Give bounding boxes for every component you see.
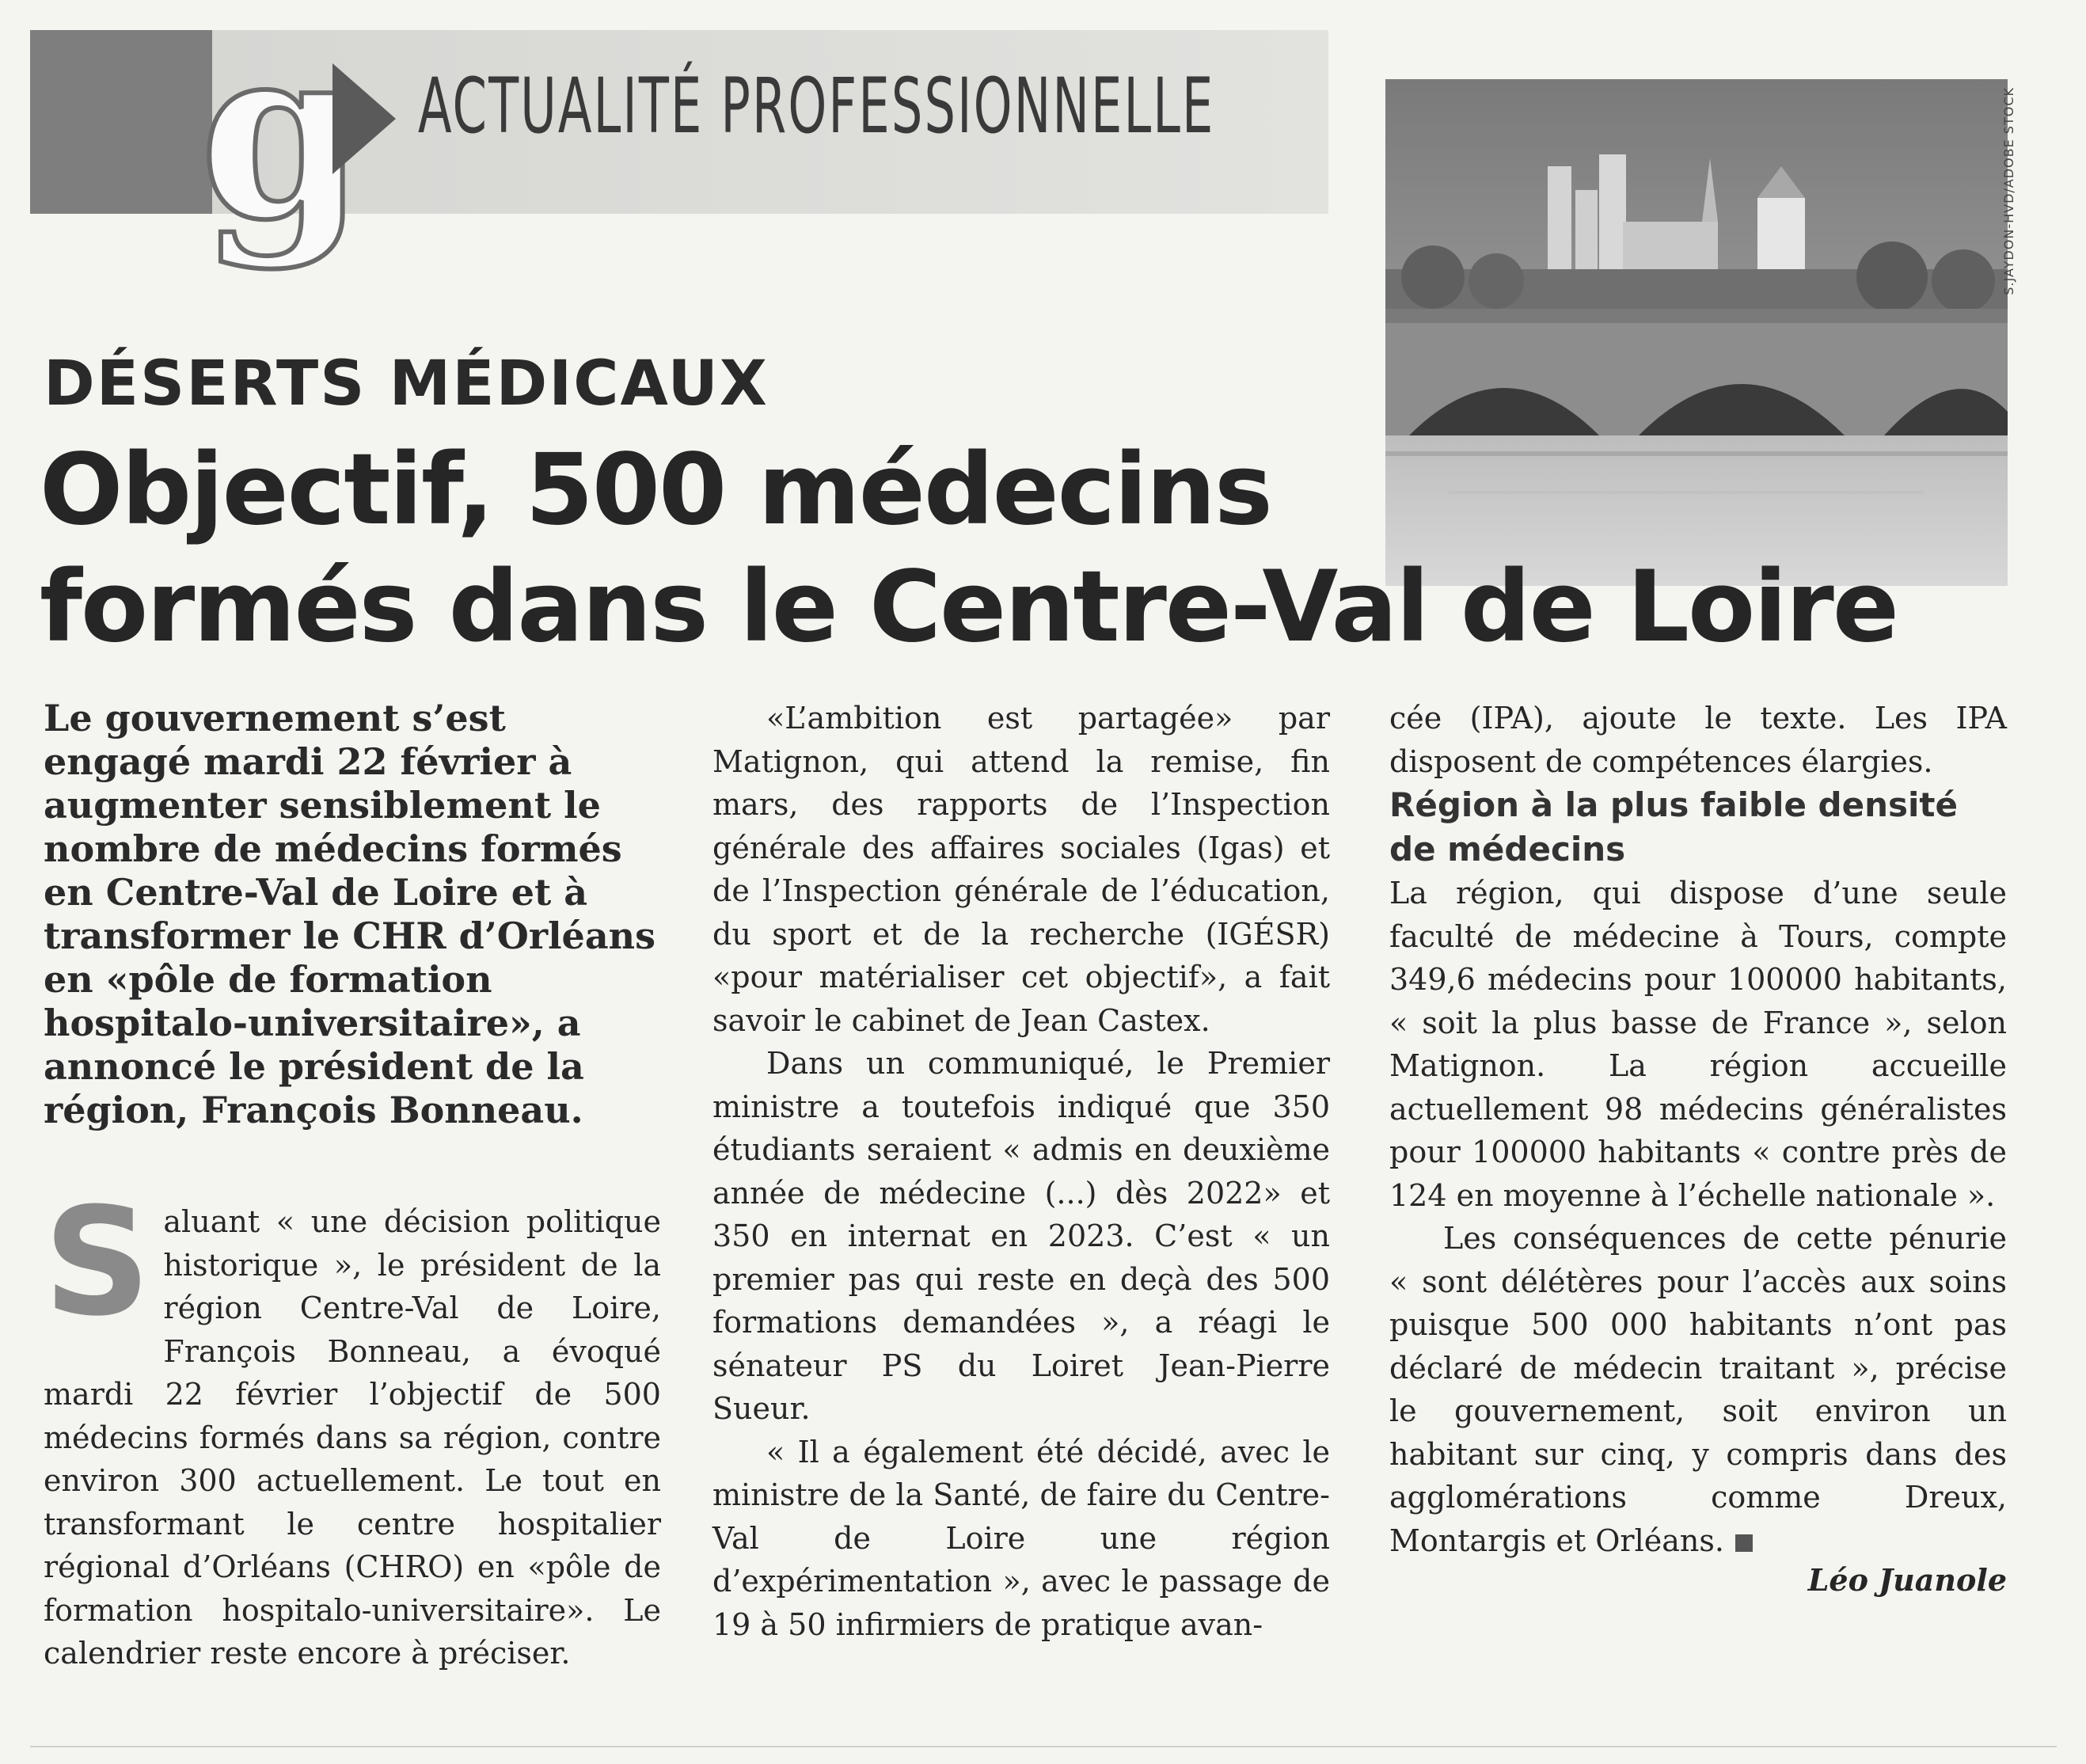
paragraph-text: Les conséquences de cette pénurie « sont délétères pour l’accès aux soins puisque 500 000 habitants n’ont pas déclaré de médecin traitant », précise le gouvernement, soit environ un habitant sur cinq, y compris dans des agglomérations comme Dreux, Montargis et Orléans. [1389, 1221, 2007, 1558]
paragraph: La région, qui dispose d’une seule faculté de médecine à Tours, compte 349,6 médecins pour 100000 habitants, « soit la plus basse de France », selon Matignon. La région accueille actuellement 98 médecins généralistes pour 100000 habitants « contre près de 124 en moyenne à l’échelle nationale ». [1389, 876, 2007, 1213]
paragraph: cée (IPA), ajoute le texte. Les IPA disposent de compétences élargies. [1389, 701, 2007, 779]
logo-block [30, 30, 212, 214]
headline-line-1: Objectif, 500 médecins [40, 433, 1271, 547]
paragraph: « Il a également été décidé, avec le ministre de la Santé, de faire du Centre-Val de Loire une région d’expérimentation », avec le passage de 19 à 50 infirmiers de pratique avan- [712, 1434, 1330, 1642]
article-headline [40, 431, 1979, 666]
drop-cap: S [44, 1176, 151, 1349]
column-1 [44, 697, 661, 1675]
paragraph: aluant « une décision politique historique », le président de la région Centre-Val de Loire, François Bonneau, a évoqué mardi 22 février l’objectif de 500 médecins formés dans sa région, contre environ 300 actuellement. Le tout en transformant le centre hospitalier régional d’Orléans (CHRO) en «pôle de formation hospitalo-universitaire». Le calendrier reste encore à préciser. [44, 1204, 661, 1671]
photo-credit: S.JAYDON-HVD/ADOBE STOCK [2001, 87, 2016, 295]
paragraph-final [1389, 1217, 2007, 1562]
section-subhead: Région à la plus faible densité de médecins [1389, 785, 1958, 869]
article-kicker: DÉSERTS MÉDICAUX [44, 348, 769, 420]
headline-line-2: formés dans le Centre-Val de Loire [40, 550, 1898, 664]
paragraph: Dans un communiqué, le Premier ministre a toutefois indiqué que 350 étudiants seraient « admis en deuxième année de médecine (...) dès 2022» et 350 en internat en 2023. C’est « un premier pas qui reste en deçà des 500 formations demandées », a réagi le sénateur PS du Loiret Jean-Pierre Sueur. [712, 1046, 1330, 1426]
article-lead: Le gouvernement s’est engagé mardi 22 février à augmenter sensiblement le nombre de médecins formés en Centre-Val de Loire et à transformer le CHR d’Orléans en «pôle de formation hospitalo-universitaire», a annoncé le président de la région, François Bonneau. [44, 697, 655, 1131]
bottom-rule [30, 1746, 2057, 1747]
column-3 [1389, 697, 2007, 1598]
end-mark-icon [1735, 1534, 1753, 1552]
logo-letter: g [199, 0, 366, 272]
arrow-icon [332, 63, 396, 174]
section-title: ACTUALITÉ PROFESSIONNELLE [418, 62, 1215, 150]
column-2 [712, 697, 1330, 1646]
paragraph: «L’ambition est partagée» par Matignon, qui attend la remise, fin mars, des rapports de l’Inspection générale des affaires sociales (Igas) et de l’Inspection générale de l’éducation, du sport et de la recherche (IGÉSR) «pour matérialiser cet objectif», a fait savoir le cabinet de Jean Castex. [712, 701, 1330, 1038]
author-signature: Léo Juanole [1807, 1562, 2007, 1598]
paragraph-dropcap [44, 1176, 661, 1675]
